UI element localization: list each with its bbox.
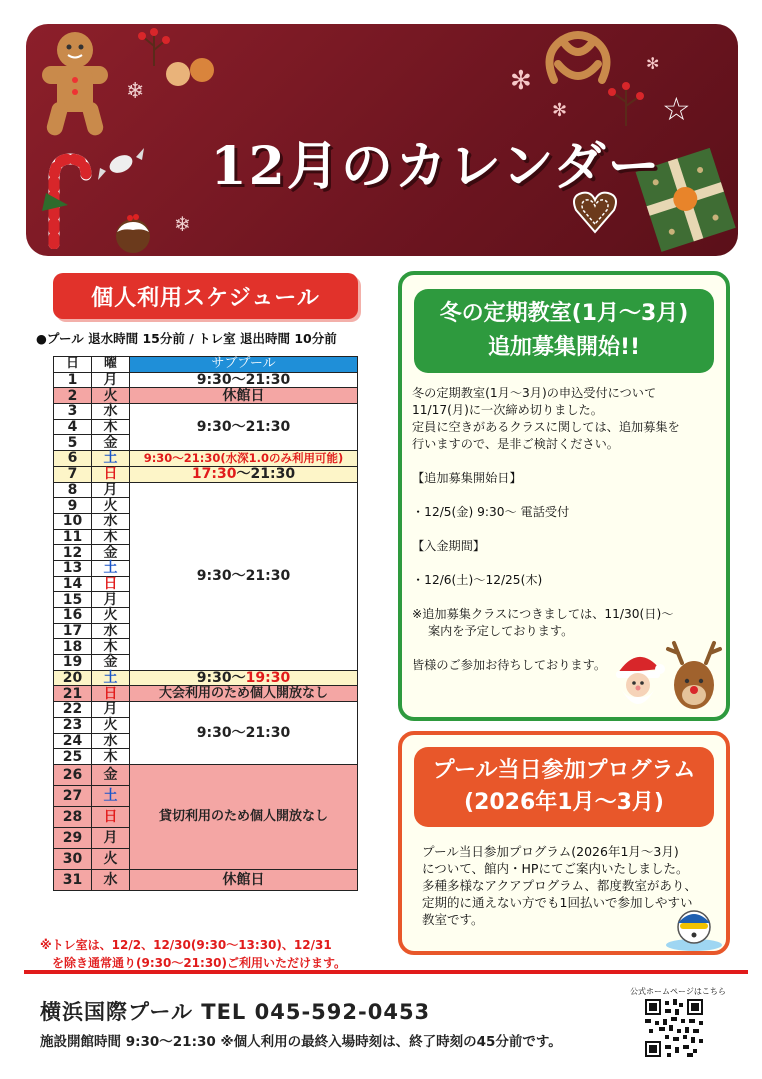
weekday-cell: 月 <box>92 482 130 498</box>
day-cell: 26 <box>54 764 92 785</box>
heading-line: (2026年1月～3月) <box>464 790 664 815</box>
weekday-cell: 木 <box>92 639 130 655</box>
table-header-row <box>54 357 358 373</box>
weekday-cell: 日 <box>92 576 130 592</box>
pool-exit-note: ●プール 退水時間 15分前 / トレ室 退出時間 10分前 <box>36 331 337 346</box>
day-cell: 12 <box>54 545 92 561</box>
body-line: 11/17(月)に一次締め切りました。 <box>412 403 603 417</box>
weekday-cell: 木 <box>92 419 130 435</box>
payment-label: 【入金期間】 <box>412 539 486 553</box>
hours-cell: 9:30～21:30(水深1.0のみ利用可能) <box>130 451 358 467</box>
day-cell: 23 <box>54 717 92 733</box>
weekday-cell: 土 <box>92 451 130 467</box>
body-line: 冬の定期教室(1月～3月)の申込受付について <box>412 386 657 400</box>
schedule-heading: 個人利用スケジュール <box>53 273 358 319</box>
body-line: について、館内・HPにてご案内いたしました。 <box>422 861 689 876</box>
pool-program-panel <box>398 731 730 955</box>
hours-end: ～21:30 <box>236 466 296 483</box>
day-cell: 1 <box>54 372 92 388</box>
header-pool: サブプール <box>130 357 358 373</box>
weekday-cell: 月 <box>92 372 130 388</box>
body-line: 行いますので、是非ご検討ください。 <box>412 437 619 451</box>
schedule-table <box>53 356 358 891</box>
day-cell: 7 <box>54 466 92 482</box>
weekday-cell: 火 <box>92 848 130 869</box>
body-line: 定員に空きがあるクラスに関しては、追加募集を <box>412 420 680 434</box>
hours-end: 19:30 <box>245 670 291 687</box>
winter-class-heading <box>414 289 714 373</box>
reindeer-icon <box>664 637 724 717</box>
day-cell: 28 <box>54 806 92 827</box>
day-cell: 11 <box>54 529 92 545</box>
hours-cell: 休館日 <box>130 388 358 404</box>
day-cell: 16 <box>54 608 92 624</box>
body-line: 教室です。 <box>422 912 484 927</box>
day-cell: 19 <box>54 655 92 671</box>
hours-cell <box>130 670 358 686</box>
start-value: ・12/5(金) 9:30～ 電話受付 <box>412 505 570 519</box>
weekday-cell: 水 <box>92 623 130 639</box>
body-line: プール当日参加プログラム(2026年1月～3月) <box>422 844 679 859</box>
hours-cell: 大会利用のため個人開放なし <box>130 686 358 702</box>
weekday-cell: 土 <box>92 785 130 806</box>
day-cell: 20 <box>54 670 92 686</box>
candy-cane-icon <box>32 149 102 249</box>
weekday-cell: 火 <box>92 717 130 733</box>
day-cell: 5 <box>54 435 92 451</box>
table-row <box>54 451 358 467</box>
weekday-cell: 日 <box>92 466 130 482</box>
table-row <box>54 686 358 702</box>
snowflake-icon: ✻ <box>510 66 532 96</box>
weekday-cell: 月 <box>92 702 130 718</box>
weekday-cell: 月 <box>92 592 130 608</box>
day-cell: 17 <box>54 623 92 639</box>
heading-line: 冬の定期教室(1月～3月) <box>439 301 689 326</box>
hours-start: 9:30～ <box>196 670 246 687</box>
payment-value: ・12/6(土)～12/25(木) <box>412 573 543 587</box>
weekday-cell: 水 <box>92 404 130 420</box>
day-cell: 21 <box>54 686 92 702</box>
gingerbread-icon <box>30 28 120 138</box>
table-row <box>54 466 358 482</box>
weekday-cell: 木 <box>92 749 130 765</box>
weekday-cell: 月 <box>92 827 130 848</box>
hours-start: 17:30 <box>191 466 237 483</box>
weekday-cell: 水 <box>92 869 130 890</box>
day-cell: 24 <box>54 733 92 749</box>
header-day: 日 <box>54 357 92 373</box>
table-row <box>54 764 358 785</box>
day-cell: 29 <box>54 827 92 848</box>
table-row <box>54 670 358 686</box>
header-banner <box>26 24 738 256</box>
weekday-cell: 土 <box>92 670 130 686</box>
body-line: 多種多様なアクアプログラム、都度教室があり、 <box>422 878 697 893</box>
day-cell: 2 <box>54 388 92 404</box>
day-cell: 30 <box>54 848 92 869</box>
day-cell: 9 <box>54 498 92 514</box>
hours-cell: 9:30～21:30 <box>130 372 358 388</box>
qr-code-icon[interactable] <box>645 999 703 1057</box>
day-cell: 15 <box>54 592 92 608</box>
weekday-cell: 金 <box>92 764 130 785</box>
mascot-icon <box>664 903 724 953</box>
snowflake-icon: ❄ <box>126 79 145 104</box>
pool-program-heading <box>414 747 714 827</box>
weekday-cell: 火 <box>92 608 130 624</box>
hours-cell <box>130 466 358 482</box>
day-cell: 14 <box>54 576 92 592</box>
day-cell: 25 <box>54 749 92 765</box>
weekday-cell: 金 <box>92 435 130 451</box>
footer-divider <box>24 970 748 974</box>
heading-line: 追加募集開始!! <box>487 335 641 360</box>
weekday-cell: 木 <box>92 529 130 545</box>
day-cell: 8 <box>54 482 92 498</box>
table-row <box>54 869 358 890</box>
day-cell: 3 <box>54 404 92 420</box>
weekday-cell: 土 <box>92 560 130 576</box>
table-row <box>54 372 358 388</box>
header-weekday: 曜 <box>92 357 130 373</box>
closing-line: 皆様のご参加お待ちしております。 <box>412 658 607 672</box>
note-line: を除き通常通り(9:30～21:30)ご利用いただけます。 <box>52 956 347 970</box>
day-cell: 13 <box>54 560 92 576</box>
weekday-cell: 火 <box>92 498 130 514</box>
weekday-cell: 金 <box>92 545 130 561</box>
hours-cell: 9:30～21:30 <box>130 702 358 765</box>
table-row <box>54 482 358 498</box>
hours-cell: 貸切利用のため個人開放なし <box>130 764 358 869</box>
santa-icon <box>610 647 666 717</box>
training-room-note <box>40 936 346 972</box>
star-ornament-icon: ☆ <box>662 90 691 128</box>
day-cell: 27 <box>54 785 92 806</box>
table-row <box>54 404 358 420</box>
facility-name-phone: 横浜国際プール TEL 045-592-0453 <box>40 1000 431 1024</box>
facility-hours: 施設開館時間 9:30～21:30 ※個人利用の最終入場時刻は、終了時刻の45分前です。 <box>40 1034 562 1050</box>
winter-class-panel <box>398 271 730 721</box>
body-line: ※追加募集クラスにつきましては、11/30(日)～ <box>412 607 674 621</box>
day-cell: 22 <box>54 702 92 718</box>
weekday-cell: 水 <box>92 733 130 749</box>
weekday-cell: 日 <box>92 806 130 827</box>
weekday-cell: 金 <box>92 655 130 671</box>
weekday-cell: 日 <box>92 686 130 702</box>
hours-cell: 9:30～21:30 <box>130 404 358 451</box>
snowflake-icon: ✻ <box>552 100 568 121</box>
body-line: 案内を予定しております。 <box>428 624 574 638</box>
macaron-icon <box>162 52 222 92</box>
weekday-cell: 水 <box>92 513 130 529</box>
table-row <box>54 702 358 718</box>
hours-cell: 9:30～21:30 <box>130 482 358 670</box>
body-line: 定期的に通えない方でも1回払いで参加しやすい <box>422 895 693 910</box>
wrapped-candy-icon <box>96 144 146 184</box>
weekday-cell: 火 <box>92 388 130 404</box>
table-row <box>54 388 358 404</box>
pretzel-icon <box>538 24 618 90</box>
day-cell: 10 <box>54 513 92 529</box>
day-cell: 4 <box>54 419 92 435</box>
heading-line: プール当日参加プログラム <box>432 758 696 783</box>
day-cell: 18 <box>54 639 92 655</box>
day-cell: 6 <box>54 451 92 467</box>
hours-cell: 休館日 <box>130 869 358 890</box>
snowflake-icon: ✻ <box>646 54 660 73</box>
qr-label: 公式ホームページはこちら <box>630 987 726 996</box>
snowflake-icon: ❄ <box>174 212 191 236</box>
page-title: 12月のカレンダー <box>210 136 662 197</box>
start-label: 【追加募集開始日】 <box>412 471 522 485</box>
pudding-icon <box>108 204 158 254</box>
day-cell: 31 <box>54 869 92 890</box>
note-line: ※トレ室は、12/2、12/30(9:30～13:30)、12/31 <box>40 938 332 952</box>
